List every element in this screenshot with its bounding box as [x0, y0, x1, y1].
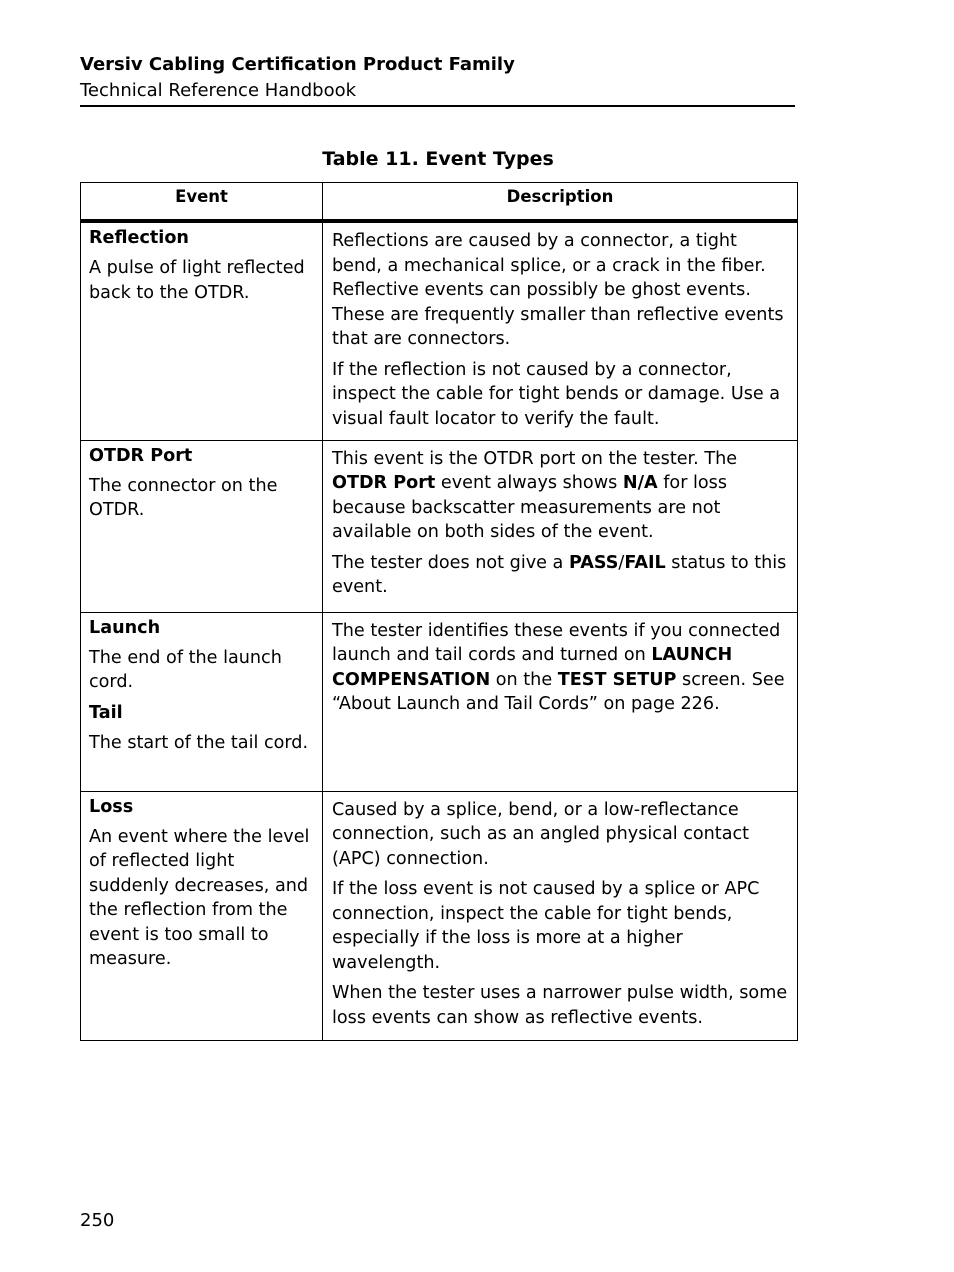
event-definition: A pulse of light reflected back to the OTDR. [89, 258, 305, 303]
table-row [81, 440, 798, 612]
event-name: Launch [89, 617, 161, 638]
description-cell [323, 221, 798, 440]
handbook-title: Technical Reference Handbook [80, 80, 357, 101]
text-run: for loss because backscatter measurements are not available on both sides of the event. [332, 473, 728, 542]
product-family-title: Versiv Cabling Certification Product Family [80, 54, 515, 75]
ui-term: TEST SETUP [557, 669, 677, 690]
event-name: OTDR Port [89, 445, 193, 466]
description-cell [323, 612, 798, 791]
text-run: event always shows [435, 473, 623, 493]
running-header [80, 52, 795, 107]
page-number: 250 [80, 1210, 115, 1231]
text-run: screen. See “About Launch and Tail Cords” on page 226. [332, 669, 785, 714]
description-paragraph: If the loss event is not caused by a splice or APC connection, inspect the cable for tight bends, especially if the loss is more at a higher wavelength. [332, 879, 760, 973]
table-row [81, 221, 798, 440]
description-paragraph [332, 447, 788, 545]
text-run: The tester identifies these events if you connected launch and tail cords and turned on [332, 620, 781, 665]
event-cell [81, 221, 323, 440]
event-cell [81, 612, 323, 791]
event-cell [81, 440, 323, 612]
text-run: This event is the OTDR port on the tester. The [332, 448, 738, 469]
table-row [81, 612, 798, 791]
text-run: / [618, 552, 625, 573]
event-definition: The connector on the OTDR. [89, 475, 278, 520]
ui-term: PASS [568, 552, 619, 573]
text-run: status to this event. [332, 552, 787, 597]
ui-term: OTDR Port [332, 473, 436, 493]
description-paragraph: When the tester uses a narrower pulse width, some loss events can show as reflective events. [332, 983, 788, 1028]
event-definition: The end of the launch cord. [89, 647, 282, 692]
event-definition: The start of the tail cord. [89, 732, 309, 753]
event-name: Loss [89, 796, 134, 817]
column-header-event: Event [81, 183, 323, 222]
header-rule [80, 105, 795, 107]
event-types-table [80, 182, 798, 1041]
table-row [81, 791, 798, 1040]
ui-term: LAUNCH COMPENSATION [332, 645, 733, 690]
text-run: The tester does not give a [332, 552, 569, 573]
text-run: on the [490, 669, 558, 690]
description-cell [323, 791, 798, 1040]
event-definition: An event where the level of reflected light suddenly decreases, and the reflection from the event is too small to measure. [89, 826, 310, 969]
description-paragraph [332, 619, 788, 717]
column-header-description: Description [323, 183, 798, 222]
table-caption: Table 11. Event Types [322, 148, 554, 170]
ui-term: N/A [622, 473, 658, 493]
description-paragraph [332, 551, 788, 600]
description-cell [323, 440, 798, 612]
description-paragraph: If the reflection is not caused by a connector, inspect the cable for tight bends or damage. Use a visual fault locator to verify the fault. [332, 359, 781, 429]
event-cell [81, 791, 323, 1040]
table-header-row [81, 183, 798, 222]
ui-term: FAIL [624, 552, 666, 573]
event-name: Tail [89, 702, 123, 723]
description-paragraph: Reflections are caused by a connector, a tight bend, a mechanical splice, or a crack in the fiber. Reflective events can possibly be ghost events. These are frequently smaller than reflective events that are connectors. [332, 231, 784, 349]
description-paragraph: Caused by a splice, bend, or a low-reflectance connection, such as an angled physical contact (APC) connection. [332, 799, 750, 869]
event-name: Reflection [89, 228, 189, 248]
